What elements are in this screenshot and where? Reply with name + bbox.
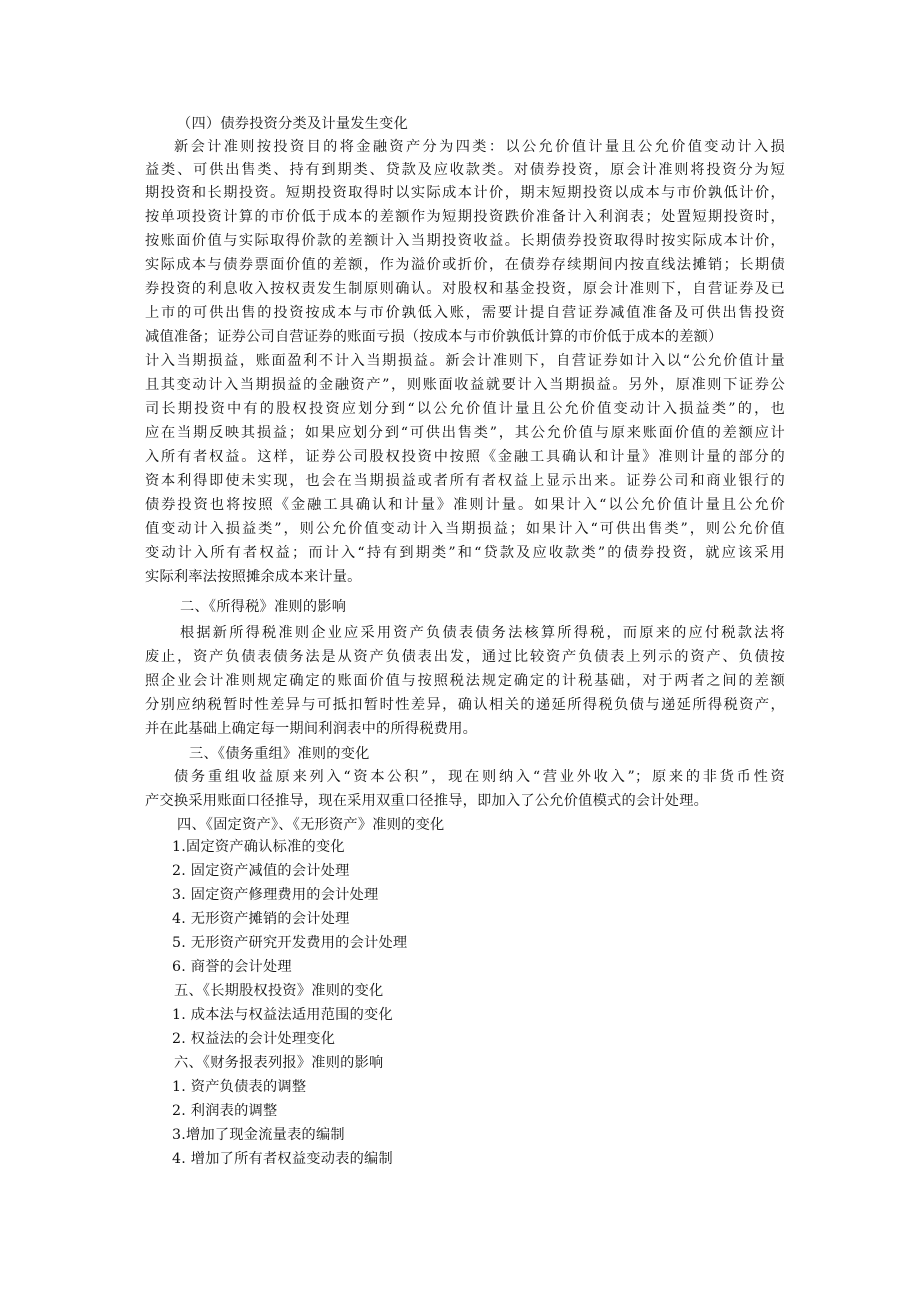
paragraph-line: 期投资和长期投资。短期投资取得时以实际成本计价，期末短期投资以成本与市价孰低计价， <box>145 185 785 201</box>
list-item: 1.固定资产确认标准的变化 <box>172 839 345 855</box>
section-heading: 二、《所得税》准则的影响 <box>180 599 347 615</box>
paragraph-line: 券投资的利息收入按权责发生制原则确认。对股权和基金投资，原会计准则下，自营证券及已 <box>145 281 785 297</box>
list-item: 2. 固定资产减值的会计处理 <box>172 863 350 879</box>
list-item: 2. 权益法的会计处理变化 <box>172 1031 336 1047</box>
paragraph-line: 并在此基础上确定每一期间利润表中的所得税费用。 <box>145 721 478 737</box>
list-item: 3. 固定资产修理费用的会计处理 <box>172 887 379 903</box>
section-heading: 六、《财务报表列报》准则的影响 <box>174 1055 384 1071</box>
paragraph-line: 债务重组收益原来列入“资本公积”，现在则纳入“营业外收入”；原来的非货币性资 <box>174 769 785 785</box>
paragraph-line: 计入当期损益，账面盈利不计入当期损益。新会计准则下，自营证券如计入以“公允价值计量 <box>145 353 785 369</box>
list-item: 3.增加了现金流量表的编制 <box>172 1127 345 1143</box>
paragraph-line: 且其变动计入当期损益的金融资产”，则账面收益就要计入当期损益。另外，原准则下证券公 <box>145 377 785 393</box>
paragraph-line: 分别应纳税暂时性差异与可抵扣暂时性差异，确认相关的递延所得税负债与递延所得税资产， <box>145 697 785 713</box>
paragraph-line: 应在当期反映其损益；如果应划分到“可供出售类”，其公允价值与原来账面价值的差额应计 <box>145 425 785 441</box>
section-heading: （四）债券投资分类及计量发生变化 <box>177 116 409 132</box>
section-heading: 四、《固定资产》、《无形资产》准则的变化 <box>177 817 445 833</box>
section-heading: 三、《债务重组》准则的变化 <box>189 746 370 762</box>
list-item: 1. 成本法与权益法适用范围的变化 <box>172 1007 393 1023</box>
paragraph-line: 减值准备；证券公司自营证券的账面亏损（按成本与市价孰低计算的市价低于成本的差额） <box>145 329 723 345</box>
paragraph-line: 值变动计入损益类”，则公允价值变动计入当期损益；如果计入“可供出售类”，则公允价值 <box>145 521 785 537</box>
paragraph-line: 照企业会计准则规定确定的账面价值与按照税法规定确定的计税基础，对于两者之间的差额 <box>145 673 785 689</box>
paragraph-line: 按单项投资计算的市价低于成本的差额作为短期投资跌价准备计入利润表；处置短期投资时， <box>145 209 785 225</box>
paragraph-line: 按账面价值与实际取得价款的差额计入当期投资收益。长期债券投资取得时按实际成本计价， <box>145 233 785 249</box>
list-item: 1. 资产负债表的调整 <box>172 1079 307 1095</box>
list-item: 4. 无形资产摊销的会计处理 <box>172 911 350 927</box>
list-item: 5. 无形资产研究开发费用的会计处理 <box>172 935 408 951</box>
section-heading: 五、《长期股权投资》准则的变化 <box>174 983 384 999</box>
paragraph-line: 产交换采用账面口径推导，现在采用双重口径推导，即加入了公允价值模式的会计处理。 <box>145 793 709 809</box>
paragraph-line: 债券投资也将按照《金融工具确认和计量》准则计量。如果计入“以公允价值计量且公允价 <box>145 497 785 513</box>
paragraph-line: 司长期投资中有的股权投资应划分到“以公允价值计量且公允价值变动计入损益类”的，也 <box>145 401 785 417</box>
paragraph-line: 资本利得即使未实现，也会在当期损益或者所有者权益上显示出来。证券公司和商业银行的 <box>145 473 785 489</box>
list-item: 2. 利润表的调整 <box>172 1103 278 1119</box>
paragraph-line: 益类、可供出售类、持有到期类、贷款及应收款类。对债券投资，原会计准则将投资分为短 <box>145 162 785 178</box>
paragraph-line: 实际成本与债券票面价值的差额，作为溢价或折价，在债券存续期间内按直线法摊销；长期债 <box>145 257 785 273</box>
paragraph-line: 新会计准则按投资目的将金融资产分为四类：以公允价值计量且公允价值变动计入损 <box>174 139 785 155</box>
paragraph-line: 上市的可供出售的投资按成本与市价孰低入账，需要计提自营证券减值准备及可供出售投资 <box>145 305 785 321</box>
paragraph-line: 废止，资产负债表债务法是从资产负债表出发，通过比较资产负债表上列示的资产、负债按 <box>145 649 785 665</box>
paragraph-line: 实际利率法按照摊余成本来计量。 <box>145 569 362 585</box>
paragraph-line: 入所有者权益。这样，证券公司股权投资中按照《金融工具确认和计量》准则计量的部分的 <box>145 449 785 465</box>
paragraph-line: 根据新所得税准则企业应采用资产负债表债务法核算所得税，而原来的应付税款法将 <box>180 625 785 641</box>
paragraph-line: 变动计入所有者权益；而计入“持有到期类”和“贷款及应收款类”的债券投资，就应该采用 <box>145 545 785 561</box>
list-item: 6. 商誉的会计处理 <box>172 959 292 975</box>
list-item: 4. 增加了所有者权益变动表的编制 <box>172 1151 393 1167</box>
